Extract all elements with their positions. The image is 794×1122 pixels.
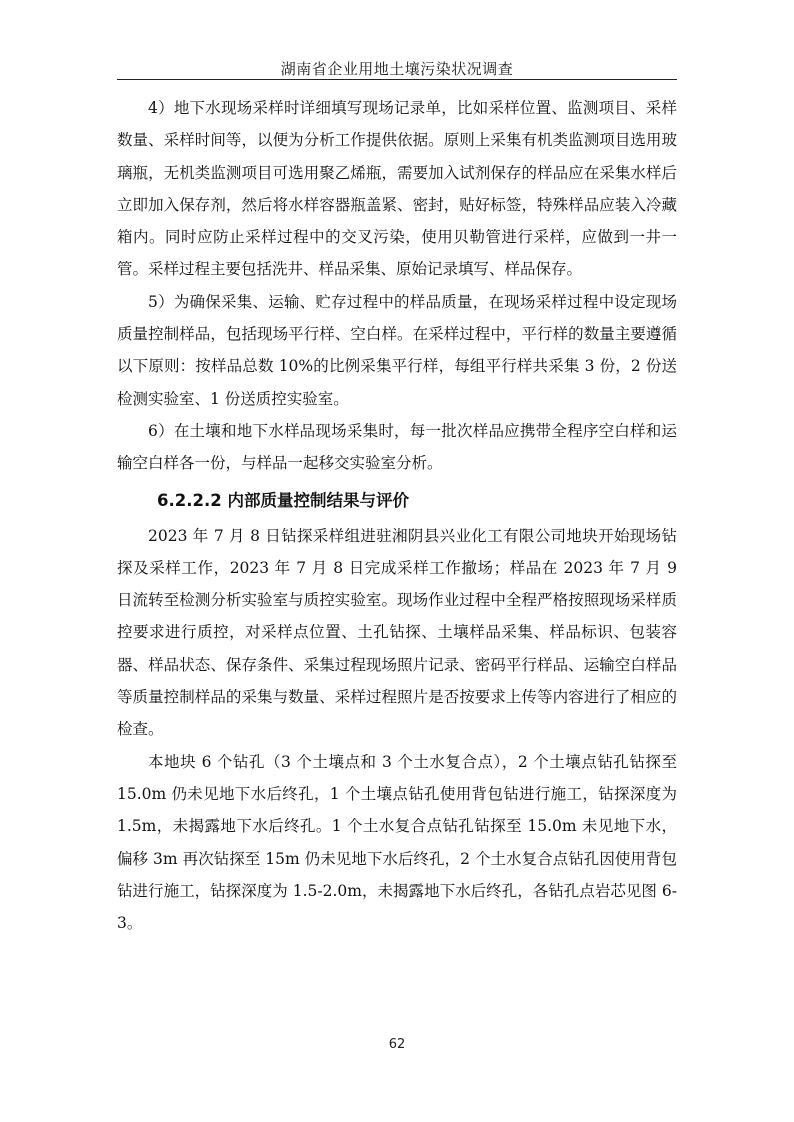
paragraph-borehole-summary: 本地块 6 个钻孔（3 个土壤点和 3 个土水复合点），2 个土壤点钻孔钻探至 15.0m 仍未见地下水后终孔，1 个土壤点钻孔使用背包钻进行施工，钻探深度为 1.5m，未揭露地下水后终孔。1 个土水复合点钻孔钻探至 15.0m 未见地下水，偏移 3m 再次钻探至 15m 仍未见地下水后终孔，2 个土水复合点钻孔因使用背包钻进行施工，钻探深度为 1.5-2.0m，未揭露地下水后终孔，各钻孔点岩芯见图 6-3。	[117, 752, 677, 933]
header-divider	[117, 79, 677, 80]
paragraph-groundwater-sampling: 4）地下水现场采样时详细填写现场记录单，比如采样位置、监测项目、采样数量、采样时间等，以便为分析工作提供依据。原则上采集有机类监测项目选用玻璃瓶，无机类监测项目可选用聚乙烯瓶，需要加入试剂保存的样品应在采集水样后立即加入保存剂，然后将水样容器瓶盖紧、密封，贴好标签，特殊样品应装入冷藏箱内。同时应防止采样过程中的交叉污染，使用贝勒管进行采样，应做到一井一管。采样过程主要包括洗井、样品采集、原始记录填写、样品保存。	[117, 99, 677, 279]
section-heading: 6.2.2.2 内部质量控制结果与评价	[157, 490, 409, 510]
page-header-title: 湖南省企业用地土壤污染状况调查	[280, 60, 514, 78]
page-number: 62	[388, 1037, 406, 1052]
paragraph-blank-samples: 6）在土壤和地下水样品现场采集时，每一批次样品应携带全程序空白样和运输空白样各一份，与样品一起移交实验室分析。	[117, 421, 677, 473]
document-body	[117, 92, 677, 939]
paragraph-quality-control-samples: 5）为确保采集、运输、贮存过程中的样品质量，在现场采样过程中设定现场质量控制样品，包括现场平行样、空白样。在采样过程中，平行样的数量主要遵循以下原则：按样品总数 10%的比例采集平行样，每组平行样共采集 3 份，2 份送检测实验室、1 份送质控实验室。	[117, 292, 677, 408]
paragraph-field-work-timeline: 2023 年 7 月 8 日钻探采样组进驻湘阴县兴业化工有限公司地块开始现场钻探及采样工作，2023 年 7 月 8 日完成采样工作撤场；样品在 2023 年 7 月 9 日流转至检测分析实验室与质控实验室。现场作业过程中全程严格按照现场采样质控要求进行质控，对采样点位置、土孔钻探、土壤样品采集、样品标识、包装容器、样品状态、保存条件、采集过程现场照片记录、密码平行样品、运输空白样品等质量控制样品的采集与数量、采样过程照片是否按要求上传等内容进行了相应的检查。	[117, 526, 677, 739]
